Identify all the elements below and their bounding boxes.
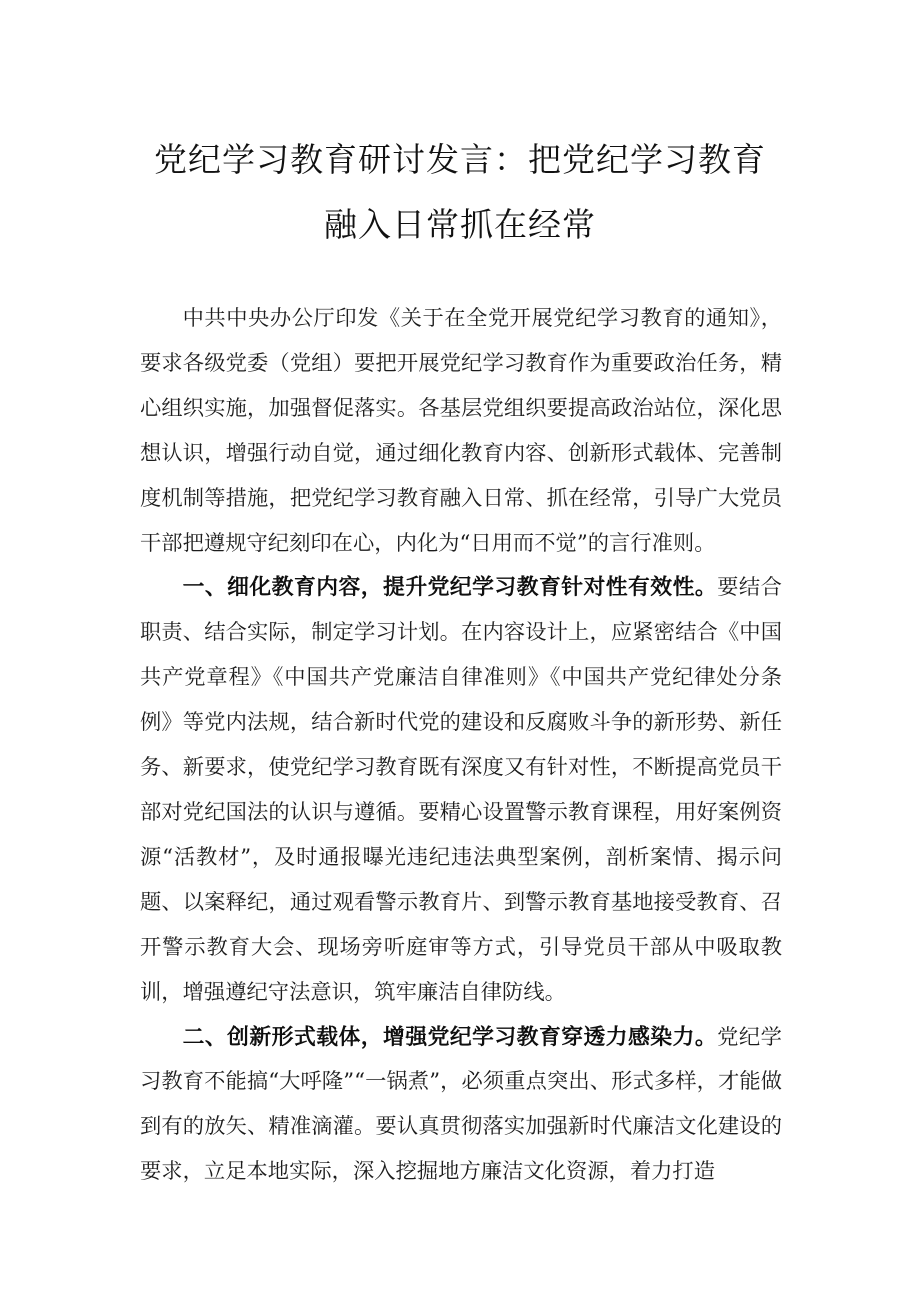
section-two-heading: 二、创新形式载体，增强党纪学习教育穿透力感染力。 (182, 1024, 718, 1050)
section-two-text: 党纪学习教育不能搞“大呼隆”“一锅煮”，必须重点突出、形式多样，才能做到有的放矢、精准滴灌。要认真贯彻落实加强新时代廉洁文化建设的要求，立足本地实际，深入挖掘地方廉洁文化资源，着力打造 (140, 1024, 782, 1185)
intro-paragraph-text: 中共中央办公厅印发《关于在全党开展党纪学习教育的通知》，要求各级党委（党组）要把开展党纪学习教育作为重要政治任务，精心组织实施，加强督促落实。各基层党组织要提高政治站位，深化思想认识，增强行动自觉，通过细化教育内容、创新形式载体、完善制度机制等措施，把党纪学习教育融入日常、抓在经常，引导广大党员干部把遵规守纪刻印在心，内化为“日用而不觉”的言行准则。 (140, 306, 782, 556)
section-one-paragraph (140, 566, 782, 1015)
document-title-line-2: 融入日常抓在经常 (324, 205, 596, 244)
document-title-line-1: 党纪学习教育研讨发言：把党纪学习教育 (154, 140, 766, 179)
intro-paragraph (140, 297, 782, 566)
document-body (140, 297, 782, 1195)
section-one-heading: 一、细化教育内容，提升党纪学习教育针对性有效性。 (182, 575, 718, 601)
section-two-paragraph (140, 1016, 782, 1196)
section-one-text: 要结合职责、结合实际，制定学习计划。在内容设计上，应紧密结合《中国共产党章程》《中国共产党廉洁自律准则》《中国共产党纪律处分条例》等党内法规，结合新时代党的建设和反腐败斗争的新形势、新任务、新要求，使党纪学习教育既有深度又有针对性，不断提高党员干部对党纪国法的认识与遵循。要精心设置警示教育课程，用好案例资源“活教材”，及时通报曝光违纪违法典型案例，剖析案情、揭示问题、以案释纪，通过观看警示教育片、到警示教育基地接受教育、召开警示教育大会、现场旁听庭审等方式，引导党员干部从中吸取教训，增强遵纪守法意识，筑牢廉洁自律防线。 (140, 575, 782, 1005)
